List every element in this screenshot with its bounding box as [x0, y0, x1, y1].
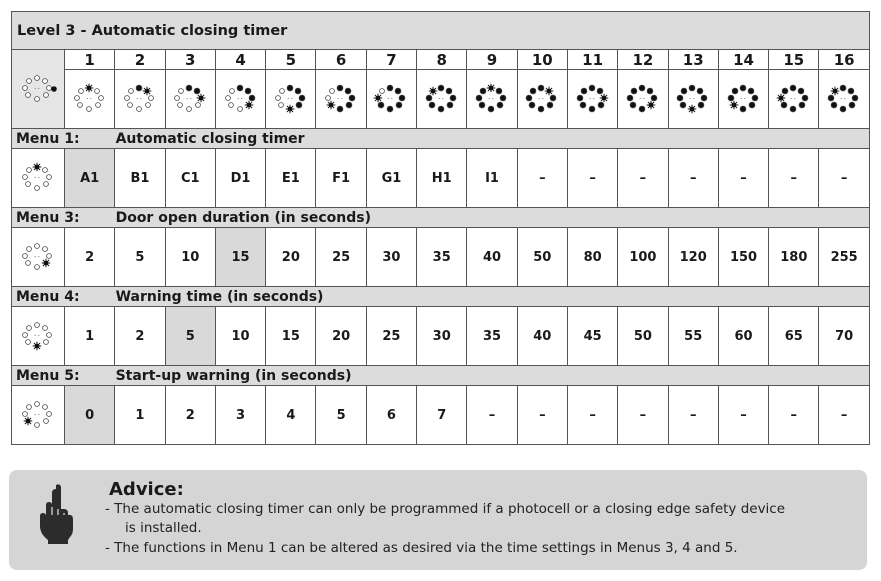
led-pattern-icon — [769, 70, 819, 129]
svg-text:· ·: · · — [488, 96, 494, 103]
svg-text:· ·: · · — [287, 96, 293, 103]
menu-prefix: Menu 3: — [16, 209, 80, 226]
led-pattern-icon — [366, 70, 416, 129]
advice-box — [9, 470, 867, 570]
value-cell: 5 — [115, 228, 165, 287]
default-value-cell: 0 — [65, 386, 115, 445]
menu-prefix: Menu 1: — [16, 130, 80, 147]
menu-prefix: Menu 5: — [16, 367, 80, 384]
value-cell: 15 — [266, 307, 316, 366]
value-cell: H1 — [417, 149, 467, 208]
svg-text:· ·: · · — [639, 96, 645, 103]
led-pattern-icon — [65, 70, 115, 129]
column-number: 2 — [115, 50, 165, 70]
menu-symbol-icon — [12, 149, 65, 208]
led-pattern-icon — [115, 70, 165, 129]
pointing-hand-icon — [39, 482, 75, 548]
column-number: 13 — [668, 50, 718, 70]
value-cell: 1 — [65, 307, 115, 366]
svg-text:· ·: · · — [739, 96, 746, 103]
advice-line-2: is installed. — [125, 520, 202, 536]
menu-label: Warning time (in seconds) — [115, 288, 324, 305]
advice-heading: Advice: — [109, 479, 184, 500]
default-value-cell: 5 — [165, 307, 215, 366]
menu-label: Start-up warning (in seconds) — [115, 367, 352, 384]
value-cell: 7 — [417, 386, 467, 445]
level-display-icon — [12, 50, 65, 129]
column-number: 15 — [769, 50, 819, 70]
value-cell: 60 — [718, 307, 768, 366]
value-cell: – — [618, 149, 668, 208]
value-cell: – — [769, 149, 819, 208]
svg-text:· ·: · · — [840, 96, 846, 103]
menu-label: Automatic closing timer — [115, 130, 305, 147]
svg-text:· ·: · · — [790, 96, 796, 103]
value-cell: – — [718, 386, 768, 445]
led-pattern-icon — [718, 70, 768, 129]
menu-label: Door open duration (in seconds) — [115, 209, 371, 226]
svg-text:· ·: · · — [34, 254, 40, 261]
value-cell: 180 — [769, 228, 819, 287]
svg-text:· ·: · · — [136, 96, 142, 103]
value-cell: I1 — [467, 149, 517, 208]
value-cell: 2 — [65, 228, 115, 287]
value-cell: F1 — [316, 149, 366, 208]
value-cell: 20 — [266, 228, 316, 287]
menu-header — [12, 366, 870, 386]
value-cell: – — [668, 149, 718, 208]
value-cell: – — [819, 149, 869, 208]
value-cell: 65 — [769, 307, 819, 366]
value-cell: – — [567, 149, 617, 208]
value-cell: 255 — [819, 228, 869, 287]
column-number: 14 — [718, 50, 768, 70]
svg-text:· ·: · · — [538, 96, 545, 103]
menu-symbol-icon — [12, 307, 65, 366]
value-cell: D1 — [215, 149, 265, 208]
menu-symbol-icon — [12, 228, 65, 287]
column-number: 4 — [215, 50, 265, 70]
value-cell: – — [819, 386, 869, 445]
menu-symbol-icon — [12, 386, 65, 445]
value-cell: G1 — [366, 149, 416, 208]
svg-text:· ·: · · — [588, 96, 595, 103]
value-cell: – — [718, 149, 768, 208]
menu-header — [12, 287, 870, 307]
value-cell: 10 — [165, 228, 215, 287]
svg-text:· ·: · · — [437, 96, 444, 103]
svg-text:· ·: · · — [34, 86, 40, 93]
led-pattern-icon — [215, 70, 265, 129]
value-cell: 45 — [567, 307, 617, 366]
svg-text:· ·: · · — [387, 96, 394, 103]
column-number: 5 — [266, 50, 316, 70]
column-number: 7 — [366, 50, 416, 70]
value-cell: 5 — [316, 386, 366, 445]
value-cell: – — [769, 386, 819, 445]
value-cell: 50 — [517, 228, 567, 287]
value-cell: 2 — [115, 307, 165, 366]
value-cell: 25 — [316, 228, 366, 287]
value-cell: 70 — [819, 307, 869, 366]
svg-text:· ·: · · — [34, 175, 40, 182]
value-cell: 150 — [718, 228, 768, 287]
led-pattern-icon — [567, 70, 617, 129]
value-cell: B1 — [115, 149, 165, 208]
value-cell: 6 — [366, 386, 416, 445]
advice-line-1: - The automatic closing timer can only be programmed if a photocell or a closing edge safety device — [105, 501, 786, 517]
value-cell: 30 — [417, 307, 467, 366]
value-cell: – — [567, 386, 617, 445]
column-number: 10 — [517, 50, 567, 70]
column-number: 12 — [618, 50, 668, 70]
led-pattern-icon — [467, 70, 517, 129]
menu-header — [12, 208, 870, 228]
value-cell: 2 — [165, 386, 215, 445]
menu-header — [12, 129, 870, 149]
led-pattern-icon — [819, 70, 869, 129]
column-number: 9 — [467, 50, 517, 70]
value-cell: 30 — [366, 228, 416, 287]
value-cell: – — [517, 386, 567, 445]
table-title: Level 3 - Automatic closing timer — [12, 12, 870, 50]
column-number: 3 — [165, 50, 215, 70]
value-cell: 20 — [316, 307, 366, 366]
default-value-cell: A1 — [65, 149, 115, 208]
menu-prefix: Menu 4: — [16, 288, 80, 305]
value-cell: 35 — [467, 307, 517, 366]
closing-timer-table — [11, 11, 870, 445]
led-pattern-icon — [517, 70, 567, 129]
value-cell: 80 — [567, 228, 617, 287]
led-pattern-icon — [618, 70, 668, 129]
value-cell: 100 — [618, 228, 668, 287]
value-cell: 1 — [115, 386, 165, 445]
column-number: 6 — [316, 50, 366, 70]
value-cell: – — [467, 386, 517, 445]
svg-text:· ·: · · — [186, 96, 193, 103]
column-number: 1 — [65, 50, 115, 70]
svg-text:· ·: · · — [236, 96, 243, 103]
value-cell: 35 — [417, 228, 467, 287]
value-cell: 3 — [215, 386, 265, 445]
value-cell: – — [618, 386, 668, 445]
advice-line-3: - The functions in Menu 1 can be altered as desired via the time settings in Menus 3, 4 and 5. — [105, 540, 738, 556]
value-cell: 10 — [215, 307, 265, 366]
value-cell: E1 — [266, 149, 316, 208]
value-cell: 4 — [266, 386, 316, 445]
value-cell: – — [517, 149, 567, 208]
value-cell: – — [668, 386, 718, 445]
value-cell: 50 — [618, 307, 668, 366]
value-cell: 25 — [366, 307, 416, 366]
value-cell: 55 — [668, 307, 718, 366]
led-pattern-icon — [668, 70, 718, 129]
led-pattern-icon — [165, 70, 215, 129]
svg-text:· ·: · · — [34, 333, 40, 340]
svg-text:· ·: · · — [689, 96, 695, 103]
svg-text:· ·: · · — [85, 96, 92, 103]
svg-text:· ·: · · — [34, 412, 40, 419]
value-cell: 120 — [668, 228, 718, 287]
column-number: 11 — [567, 50, 617, 70]
default-value-cell: 15 — [215, 228, 265, 287]
led-pattern-icon — [266, 70, 316, 129]
led-pattern-icon — [417, 70, 467, 129]
value-cell: 40 — [517, 307, 567, 366]
value-cell: C1 — [165, 149, 215, 208]
column-number: 16 — [819, 50, 869, 70]
led-pattern-icon — [316, 70, 366, 129]
value-cell: 40 — [467, 228, 517, 287]
column-number: 8 — [417, 50, 467, 70]
svg-text:· ·: · · — [337, 96, 343, 103]
